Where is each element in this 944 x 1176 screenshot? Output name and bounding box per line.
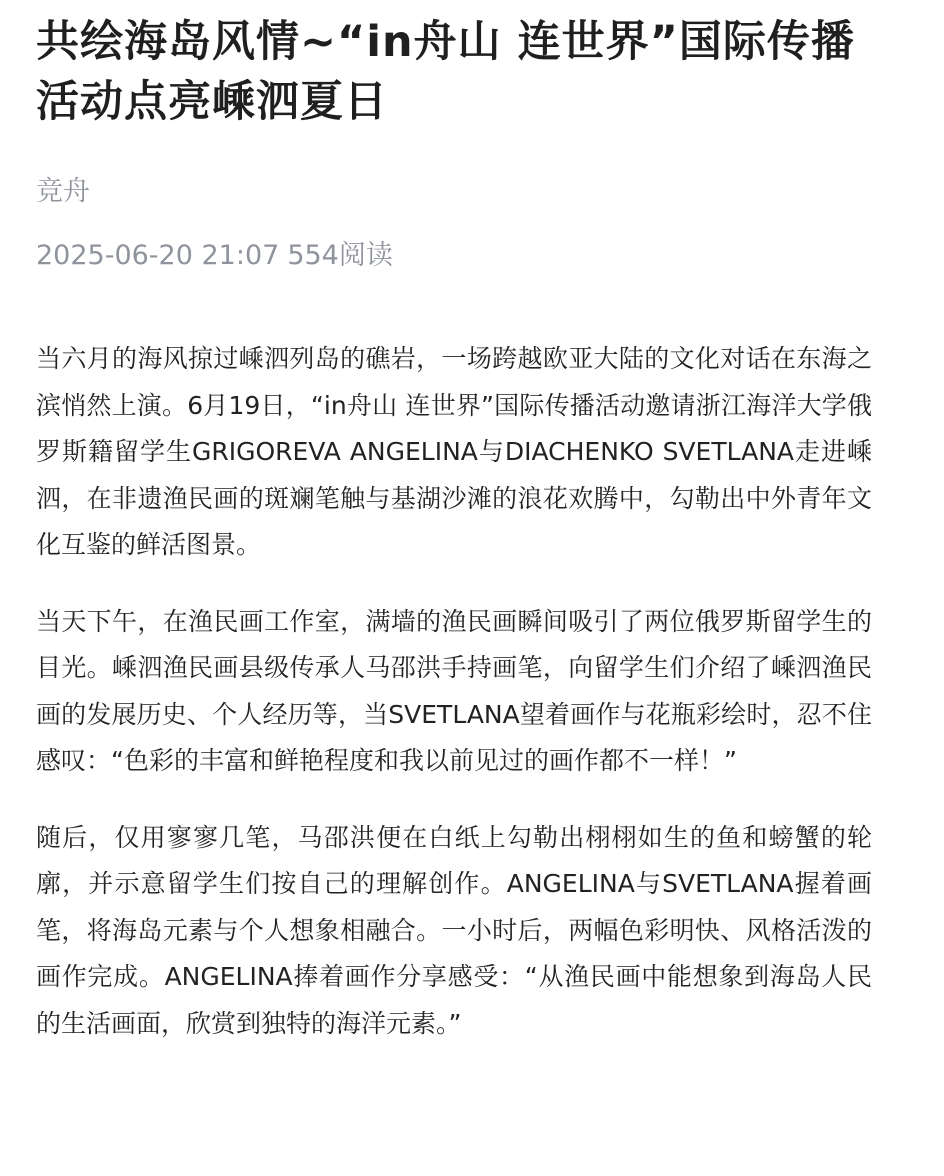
paragraph-1: 当六月的海风掠过嵊泗列岛的礁岩，一场跨越欧亚大陆的文化对话在东海之滨悄然上演。6月19日，“in舟山 连世界”国际传播活动邀请浙江海洋大学俄罗斯籍留学生GRIGOREVA ANGELINA与DIACHENKO SVETLANA走进嵊泗，在非遗渔民画的斑斓笔触与基湖沙滩的浪花欢腾中，勾勒出中外青年文化互鉴的鲜活图景。 (36, 344, 872, 559)
paragraph-2: 当天下午，在渔民画工作室，满墙的渔民画瞬间吸引了两位俄罗斯留学生的目光。嵊泗渔民画县级传承人马邵洪手持画笔，向留学生们介绍了嵊泗渔民画的发展历史、个人经历等，当SVETLANA望着画作与花瓶彩绘时，忍不住感叹：“色彩的丰富和鲜艳程度和我以前见过的画作都不一样！” (36, 606, 872, 775)
paragraph-3: 随后，仅用寥寥几笔，马邵洪便在白纸上勾勒出栩栩如生的鱼和螃蟹的轮廓，并示意留学生们按自己的理解创作。ANGELINA与SVETLANA握着画笔，将海岛元素与个人想象相融合。一小时后，两幅色彩明快、风格活泼的画作完成。ANGELINA捧着画作分享感受：“从渔民画中能想象到海岛人民的生活画面，欣赏到独特的海洋元素。” (36, 822, 872, 1038)
author-name[interactable]: 竞舟 (36, 176, 90, 207)
article-meta (36, 238, 872, 274)
article-title: 共绘海岛风情~“in舟山 连世界”国际传播活动点亮嵊泗夏日 (36, 17, 855, 127)
read-count: 554阅读 (287, 240, 393, 271)
publish-date: 2025-06-20 21:07 (36, 240, 280, 271)
article (0, 12, 944, 1047)
